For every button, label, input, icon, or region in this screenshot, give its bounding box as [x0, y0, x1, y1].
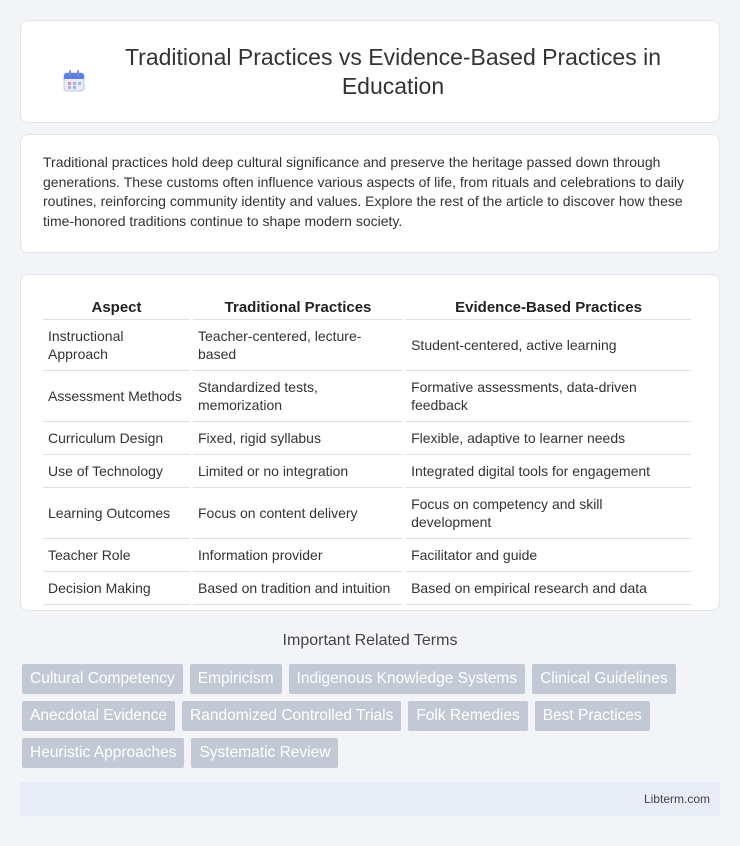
table-header-row	[43, 295, 691, 320]
header-evidence-based: Evidence-Based Practices	[406, 295, 691, 320]
cell-aspect: Teacher Role	[43, 539, 190, 572]
cell-aspect: Use of Technology	[43, 455, 190, 488]
table-row	[43, 455, 691, 488]
title-wrap	[61, 43, 679, 101]
footer-brand-link[interactable]: Libterm.com	[643, 792, 710, 806]
cell-traditional: Teacher-centered, lecture-based	[193, 320, 403, 371]
related-term-tag[interactable]: Folk Remedies	[408, 701, 527, 731]
table-row	[43, 539, 691, 572]
cell-traditional: Fixed, rigid syllabus	[193, 422, 403, 455]
cell-traditional: Limited or no integration	[193, 455, 403, 488]
table-row	[43, 371, 691, 422]
cell-aspect: Decision Making	[43, 572, 190, 605]
header-traditional: Traditional Practices	[193, 295, 403, 320]
table-row	[43, 572, 691, 605]
cell-aspect: Assessment Methods	[43, 371, 190, 422]
cell-evidence-based: Focus on competency and skill development	[406, 488, 691, 539]
comparison-table	[40, 295, 694, 605]
header-aspect: Aspect	[43, 295, 190, 320]
cell-evidence-based: Integrated digital tools for engagement	[406, 455, 691, 488]
cell-evidence-based: Student-centered, active learning	[406, 320, 691, 371]
related-terms-title: Important Related Terms	[282, 632, 458, 649]
calendar-icon	[61, 68, 87, 94]
cell-traditional: Information provider	[193, 539, 403, 572]
intro-card	[20, 134, 720, 253]
cell-traditional: Focus on content delivery	[193, 488, 403, 539]
cell-traditional: Standardized tests, memorization	[193, 371, 403, 422]
related-term-tag[interactable]: Clinical Guidelines	[532, 664, 676, 694]
related-term-tag[interactable]: Best Practices	[535, 701, 650, 731]
related-term-tag[interactable]: Heuristic Approaches	[22, 738, 184, 768]
related-term-tag[interactable]: Systematic Review	[191, 738, 338, 768]
footer	[20, 782, 720, 816]
cell-evidence-based: Flexible, adaptive to learner needs	[406, 422, 691, 455]
related-terms-list	[22, 664, 722, 775]
cell-evidence-based: Based on empirical research and data	[406, 572, 691, 605]
related-term-tag[interactable]: Anecdotal Evidence	[22, 701, 175, 731]
comparison-table-card	[20, 274, 720, 611]
cell-aspect: Curriculum Design	[43, 422, 190, 455]
related-term-tag[interactable]: Randomized Controlled Trials	[182, 701, 401, 731]
cell-aspect: Learning Outcomes	[43, 488, 190, 539]
header-card	[20, 20, 720, 123]
cell-aspect: Instructional Approach	[43, 320, 190, 371]
cell-evidence-based: Formative assessments, data-driven feedback	[406, 371, 691, 422]
table-row	[43, 320, 691, 371]
related-term-tag[interactable]: Empiricism	[190, 664, 282, 694]
related-term-tag[interactable]: Cultural Competency	[22, 664, 183, 694]
cell-traditional: Based on tradition and intuition	[193, 572, 403, 605]
intro-paragraph: Traditional practices hold deep cultural significance and preserve the heritage passed down through generations. These customs often influence various aspects of life, from rituals and celebrations to daily routines, reinforcing community identity and values. Explore the rest of the article to discover how these time-honored traditions continue to shape modern society.	[43, 154, 684, 229]
table-row	[43, 488, 691, 539]
page-title: Traditional Practices vs Evidence-Based Practices in Education	[124, 43, 662, 99]
related-term-tag[interactable]: Indigenous Knowledge Systems	[289, 664, 526, 694]
table-row	[43, 422, 691, 455]
cell-evidence-based: Facilitator and guide	[406, 539, 691, 572]
